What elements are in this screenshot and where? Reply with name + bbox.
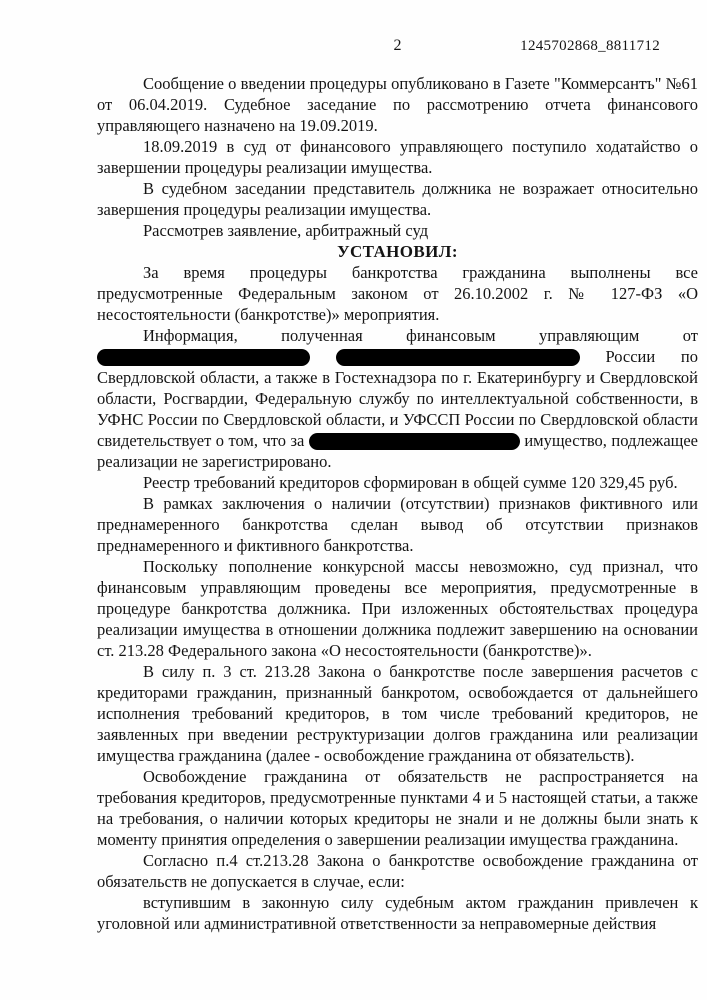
paragraph-text: В судебном заседании представитель должника не возражает относительно завершения процедуры реализации имущества.: [97, 179, 698, 219]
paragraph-text: вступившим в законную силу судебным актом гражданин привлечен к уголовной или административной ответственности за неправомерные действия: [97, 893, 698, 933]
paragraph-text: Информация, полученная финансовым управляющим от: [143, 326, 698, 345]
redaction-bar: [336, 349, 580, 366]
paragraph: [97, 556, 698, 661]
paragraph: [97, 850, 698, 892]
paragraph-text: В рамках заключения о наличии (отсутствии) признаков фиктивного или преднамеренного банкротства сделан вывод об отсутствии признаков преднамеренного и фиктивного банкротства.: [97, 494, 698, 555]
paragraph: [97, 325, 698, 472]
document-body: [97, 73, 698, 934]
paragraph-text: УСТАНОВИЛ:: [337, 242, 458, 261]
redaction-bar: [97, 349, 310, 366]
page-number: 2: [393, 37, 402, 54]
paragraph-text: 18.09.2019 в суд от финансового управляющего поступило ходатайство о завершении процедуры реализации имущества.: [97, 137, 698, 177]
paragraph: [97, 73, 698, 136]
section-heading: [97, 241, 698, 262]
paragraph-text: Сообщение о введении процедуры опубликовано в Газете "Коммерсантъ" №61 от 06.04.2019. Судебное заседание по рассмотрению отчета финансового управляющего назначено на 19.09.2019.: [97, 74, 698, 135]
paragraph-text: России по Свердловской области, а также в Гостехнадзора по г. Екатеринбургу и Свердловской области, Росгвардии, Федеральную службу по интеллектуальной собственности, в УФНС России по Свердловской области, и УФССП России по Свердловской области свидетельствует о том, что за: [97, 347, 698, 450]
paragraph-text: [310, 347, 336, 366]
paragraph-text: имущество, подлежащее реализации не зарегистрировано.: [97, 431, 698, 471]
paragraph: [97, 493, 698, 556]
paragraph: [97, 766, 698, 850]
paragraph: [97, 178, 698, 220]
redaction-bar: [309, 433, 520, 450]
paragraph-text: Реестр требований кредиторов сформирован в общей сумме 120 329,45 руб.: [143, 473, 678, 492]
paragraph: [97, 661, 698, 766]
paragraph-text: Согласно п.4 ст.213.28 Закона о банкротстве освобождение гражданина от обязательств не допускается в случае, если:: [97, 851, 698, 891]
paragraph-text: Рассмотрев заявление, арбитражный суд: [143, 221, 429, 240]
paragraph: [97, 136, 698, 178]
paragraph: [97, 262, 698, 325]
paragraph-text: За время процедуры банкротства гражданина выполнены все предусмотренные Федеральным законом от 26.10.2002 г. № 127-ФЗ «О несостоятельности (банкротстве)» мероприятия.: [97, 263, 698, 324]
paragraph: [97, 892, 698, 934]
paragraph-text: Освобождение гражданина от обязательств не распространяется на требования кредиторов, предусмотренные пунктами 4 и 5 настоящей статьи, а также на требования, о наличии которых кредиторы не знали и не должны были знать к моменту принятия определения о завершении реализации имущества гражданина.: [97, 767, 698, 849]
paragraph-text: В силу п. 3 ст. 213.28 Закона о банкротстве после завершения расчетов с кредиторами гражданин, признанный банкротом, освобождается от дальнейшего исполнения требований кредиторов, в том числе требований кредиторов, не заявленных при введении реструктуризации долгов гражданина или реализации имущества гражданина (далее - освобождение гражданина от обязательств).: [97, 662, 698, 765]
paragraph-text: Поскольку пополнение конкурсной массы невозможно, суд признал, что финансовым управляющим проведены все мероприятия, предусмотренные в процедуре банкротства должника. При изложенных обстоятельствах процедура реализации имущества в отношении должника подлежит завершению на основании ст. 213.28 Федерального закона «О несостоятельности (банкротстве)».: [97, 557, 698, 660]
paragraph: [97, 220, 698, 241]
document-id: 1245702868_8811712: [520, 38, 660, 54]
paragraph: [97, 472, 698, 493]
page-header: [97, 36, 698, 56]
